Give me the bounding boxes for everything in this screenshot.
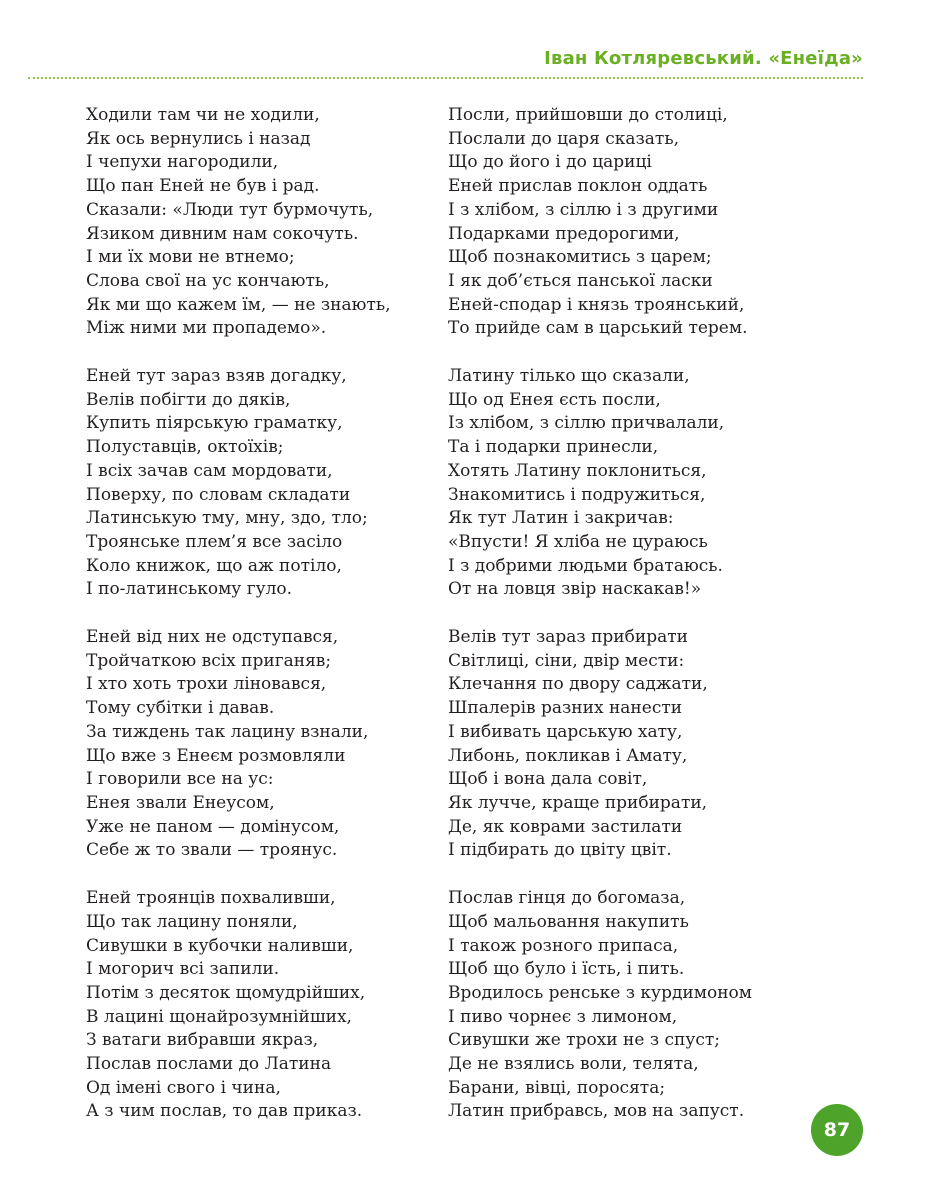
verse-line: Хотять Латину поклониться, — [448, 460, 707, 481]
verse-line: Уже не паном — домінусом, — [86, 816, 340, 837]
verse-line: З ватаги вибравши якраз, — [86, 1030, 319, 1051]
stanza — [448, 887, 838, 1124]
stanza — [86, 104, 476, 341]
verse-line: Послав гінця до богомаза, — [448, 888, 686, 909]
verse-line: І чепухи нагородили, — [86, 152, 279, 173]
verse-line: Язиком дивним нам сокочуть. — [86, 223, 359, 244]
verse-line: Тому субітки і давав. — [86, 698, 275, 719]
verse-line: От на ловця звір наскакав!» — [448, 579, 702, 600]
verse-line: Латин прибравсь, мов на запуст. — [448, 1101, 745, 1122]
verse-line: Барани, вівці, поросята; — [448, 1077, 666, 1098]
verse-line: Що так лацину поняли, — [86, 911, 298, 932]
verse-line: Щоб мальовання накупить — [448, 911, 689, 932]
verse-line: І по-латинському гуло. — [86, 579, 293, 600]
stanza — [448, 626, 838, 863]
verse-line: А з чим послав, то дав приказ. — [86, 1101, 363, 1122]
page-number-badge: 87 — [811, 1104, 863, 1156]
verse-line: Із хлібом, з сіллю причвалали, — [448, 413, 725, 434]
verse-line: В лацині щонайрозумнійших, — [86, 1006, 352, 1027]
verse-line: Послали до царя сказать, — [448, 128, 679, 149]
verse-line: Себе ж то звали — троянус. — [86, 840, 338, 861]
verse-line: Сивушки же трохи не з спуст; — [448, 1030, 720, 1051]
verse-line: Що од Енея єсть посли, — [448, 389, 661, 410]
verse-line: І всіх зачав сам мордовати, — [86, 460, 333, 481]
verse-line: І пиво чорнеє з лимоном, — [448, 1006, 678, 1027]
verse-line: Подарками предорогими, — [448, 223, 680, 244]
verse-line: І ми їх мови не втнемо; — [86, 247, 295, 268]
verse-line: Що пан Еней не був і рад. — [86, 176, 320, 197]
running-header: Іван Котляревський. «Енеїда» — [544, 48, 863, 69]
verse-line: Як тут Латин і закричав: — [448, 508, 674, 529]
verse-line: «Впусти! Я хліба не цураюсь — [448, 531, 708, 552]
verse-line: Слова свої на ус кончають, — [86, 270, 330, 291]
verse-line: І з хлібом, з сіллю і з другими — [448, 199, 719, 220]
verse-line: Велів побігти до дяків, — [86, 389, 291, 410]
verse-line: Поверху, по словам складати — [86, 484, 351, 505]
verse-line: Тройчаткою всіх приганяв; — [86, 650, 332, 671]
verse-line: Троянське плем’я все засіло — [86, 531, 343, 552]
verse-line: Полуставців, октоїхів; — [86, 437, 284, 458]
verse-line: Світлиці, сіни, двір мести: — [448, 650, 685, 671]
verse-line: Еней троянців похваливши, — [86, 888, 336, 909]
verse-line: Еней тут зараз взяв догадку, — [86, 366, 347, 387]
poem-column-left — [86, 104, 476, 1148]
verse-line: Як ми що кажем їм, — не знають, — [86, 294, 391, 315]
stanza — [448, 104, 838, 341]
header-dotted-rule — [28, 77, 863, 79]
verse-line: Еней від них не одступався, — [86, 627, 339, 648]
verse-line: Либонь, покликав і Амату, — [448, 745, 688, 766]
verse-line: Послав послами до Латина — [86, 1054, 332, 1075]
verse-line: Та і подарки принесли, — [448, 437, 659, 458]
verse-line: Еней-сподар і князь троянський, — [448, 294, 745, 315]
verse-line: І також розного припаса, — [448, 935, 679, 956]
stanza — [86, 626, 476, 863]
verse-line: І вибивать царськую хату, — [448, 721, 683, 742]
poem-column-right — [448, 104, 838, 1148]
stanza — [448, 365, 838, 602]
verse-line: І хто хоть трохи ліновався, — [86, 674, 327, 695]
verse-line: Вродилось ренське з курдимоном — [448, 982, 752, 1003]
verse-line: Де, як коврами застилати — [448, 816, 683, 837]
verse-line: Сивушки в кубочки наливши, — [86, 935, 354, 956]
verse-line: Еней прислав поклон оддать — [448, 176, 708, 197]
verse-line: Латинськую тму, мну, здо, тло; — [86, 508, 368, 529]
verse-line: Щоб познакомитись з царем; — [448, 247, 712, 268]
verse-line: За тиждень так лацину взнали, — [86, 721, 369, 742]
verse-line: То прийде сам в царський терем. — [448, 318, 748, 339]
verse-line: І з добрими людьми братаюсь. — [448, 555, 723, 576]
verse-line: Посли, прийшовши до столиці, — [448, 105, 728, 125]
verse-line: Клечання по двору саджати, — [448, 674, 708, 695]
verse-line: Де не взялись воли, телята, — [448, 1054, 699, 1075]
verse-line: Енея звали Енеусом, — [86, 792, 275, 813]
verse-line: Од імені свого і чина, — [86, 1077, 281, 1098]
verse-line: Коло книжок, що аж потіло, — [86, 555, 342, 576]
verse-line: І підбирать до цвіту цвіт. — [448, 840, 672, 861]
verse-line: І як доб’ється панської ласки — [448, 270, 713, 291]
verse-line: Як ось вернулись і назад — [86, 128, 311, 149]
verse-line: Що до його і до цариці — [448, 152, 652, 173]
verse-line: Знакомитись і подружиться, — [448, 484, 706, 505]
verse-line: Купить піярськую граматку, — [86, 413, 343, 434]
verse-line: Щоб що було і їсть, і пить. — [448, 959, 685, 980]
verse-line: Шпалерів разних нанести — [448, 698, 683, 719]
verse-line: Велів тут зараз прибирати — [448, 627, 688, 648]
verse-line: І могорич всі запили. — [86, 959, 280, 980]
verse-line: Потім з десяток щомудрійших, — [86, 982, 366, 1003]
verse-line: Між ними ми пропадемо». — [86, 318, 327, 339]
verse-line: Сказали: «Люди тут бурмочуть, — [86, 199, 374, 220]
verse-line: І говорили все на ус: — [86, 769, 274, 790]
verse-line: Що вже з Енеєм розмовляли — [86, 745, 346, 766]
verse-line: Ходили там чи не ходили, — [86, 105, 320, 125]
verse-line: Латину тілько що сказали, — [448, 366, 690, 387]
verse-line: Щоб і вона дала совіт, — [448, 769, 648, 790]
verse-line: Як лучче, краще прибирати, — [448, 792, 708, 813]
stanza — [86, 365, 476, 602]
stanza — [86, 887, 476, 1124]
